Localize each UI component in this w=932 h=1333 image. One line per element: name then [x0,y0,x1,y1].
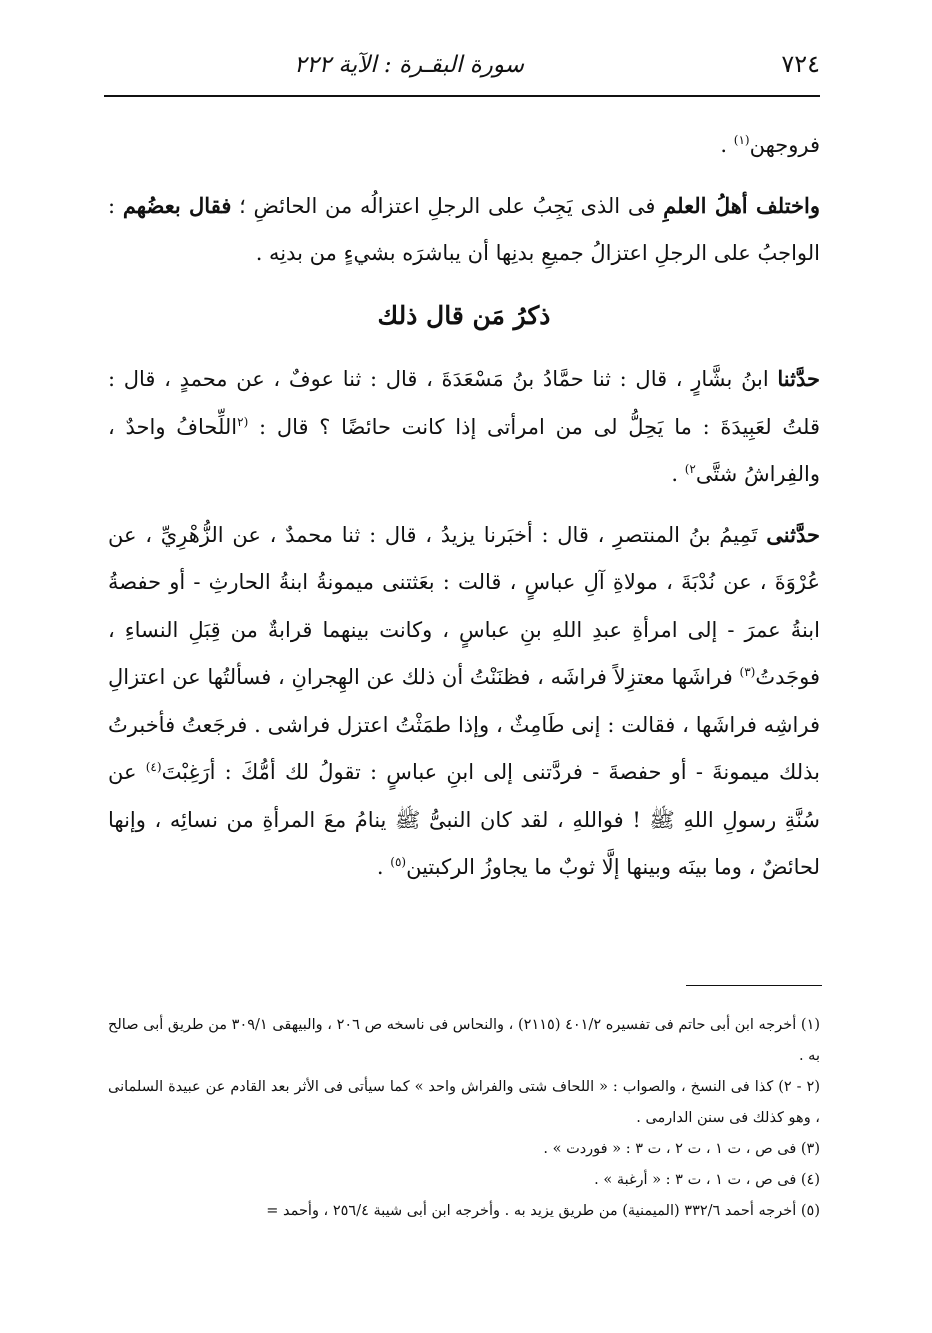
footnote: (٢ - ٢) كذا فى النسخ ، والصواب : « اللحاف شتى والفراش واحد » كما سيأتى فى الأثر بعد القادم عن عبيدة السلمانى ، وهو كذلك فى سنن الدارمى . [108,1079,820,1126]
main-text [108,122,820,892]
footnote: (١) أخرجه ابن أبى حاتم فى تفسيره ٤٠١/٢ (٢١١٥) ، والنحاس فى ناسخه ص ٢٠٦ ، والبيهقى ٣٠٩/١ من طريق أبى صالح به . [108,1017,821,1064]
footnote-ref[interactable]: (٢ [237,414,249,429]
footnotes [108,1010,820,1227]
paragraph: حدَّثنى تَمِيمُ بنُ المنتصرِ ، قال : أخبَرنا يزيدُ ، قال : ثنا محمدٌ ، عن الزُّهْرِيِّ ، عن عُرْوَةَ ، عن نُدْبَةَ ، مولاةِ آلِ عباسٍ ، قالت : بعَثتنى ميمونةُ ابنةُ الحارثِ - أو حفصةُ ابنةُ عمرَ - إلى امرأةِ عبدِ اللهِ بنِ عباسٍ ، وكانت بينهما قرابةٌ من قِبَلِ النساءِ ، فوجَدتُ$^{(٣)}$ فراشَها معتزِلاً فراشَه ، فظنَنْتُ أن ذلك عن الهِجرانِ ، فسألتُها عن اعتزالِ فراشِه فراشَها ، فقالت : إنى طَامِثٌ ، وإذا طمَثْتُ اعتزل فراشى . فرجَعتُ فأخبرتُ بذلك ميمونةَ - أو حفصةَ - فردَّتنى إلى ابنِ عباسٍ : تقولُ لك أمُّكَ : أرَغِبْتَ$^{(٤)}$ عن سُنَّةِ رسولِ اللهِ ﷺ ! فواللهِ ، لقد كان النبىُّ ﷺ ينامُ معَ المرأةِ من نسائِه ، وإنها لحائضٌ ، وما بينَه وبينها إلَّا ثوبٌ ما يجاوزُ الركبتين$^{(٥)}$ . [108,521,820,879]
paragraph: فروجهن$^{(١)}$ . [720,133,820,157]
footnote-separator [686,985,822,986]
section-heading: ذكرُ مَن قال ذلك [377,300,551,330]
footnote-ref[interactable]: (٣) [739,665,756,679]
running-title: سورة البقـرة : الآية ٢٢٢ [294,52,525,78]
footnote: (٤) فى ص ، ت ١ ، ت ٣ : « أرغبة » . [594,1172,820,1188]
footnote: (٥) أخرجه أحمد ٣٣٢/٦ (الميمنية) من طريق يزيد به . وأخرجه ابن أبى شيبة ٢٥٦/٤ ، وأحمد = [266,1203,820,1219]
header-rule [104,95,820,97]
footnote-ref[interactable]: (١) [733,133,750,147]
footnote-ref[interactable]: (٥) [390,855,407,869]
page-number: ٧٢٤ [781,50,820,78]
footnote: (٣) فى ص ، ت ١ ، ت ٢ ، ت ٣ : « فوردت » . [543,1141,820,1157]
paragraph: حدَّثنا ابنُ بشَّارٍ ، قال : ثنا حمَّادُ بنُ مَسْعَدَةَ ، قال : ثنا عوفٌ ، عن محمدٍ ، قال : قلتُ لعَبِيدَةَ : ما يَحِلُّ لى من امرأتى إذا كانت حائضًا ؟ قال : $^{(٢}$اللِّحافُ واحدٌ ، والفِراشُ شتَّى$^{٢)}$ . [108,366,820,486]
footnote-ref[interactable]: ٢) [684,462,696,476]
page-header [104,38,820,78]
footnote-ref[interactable]: (٤) [145,760,162,774]
paragraph: واختلف أهلُ العلمِ فى الذى يَجِبُ على الرجلِ اعتزالُه من الحائضِ ؛ فقال بعضُهم : الواجبُ على الرجلِ اعتزالُ جميعِ بدنِها أن يباشرَه بشيءٍ من بدنِه . [108,192,820,265]
